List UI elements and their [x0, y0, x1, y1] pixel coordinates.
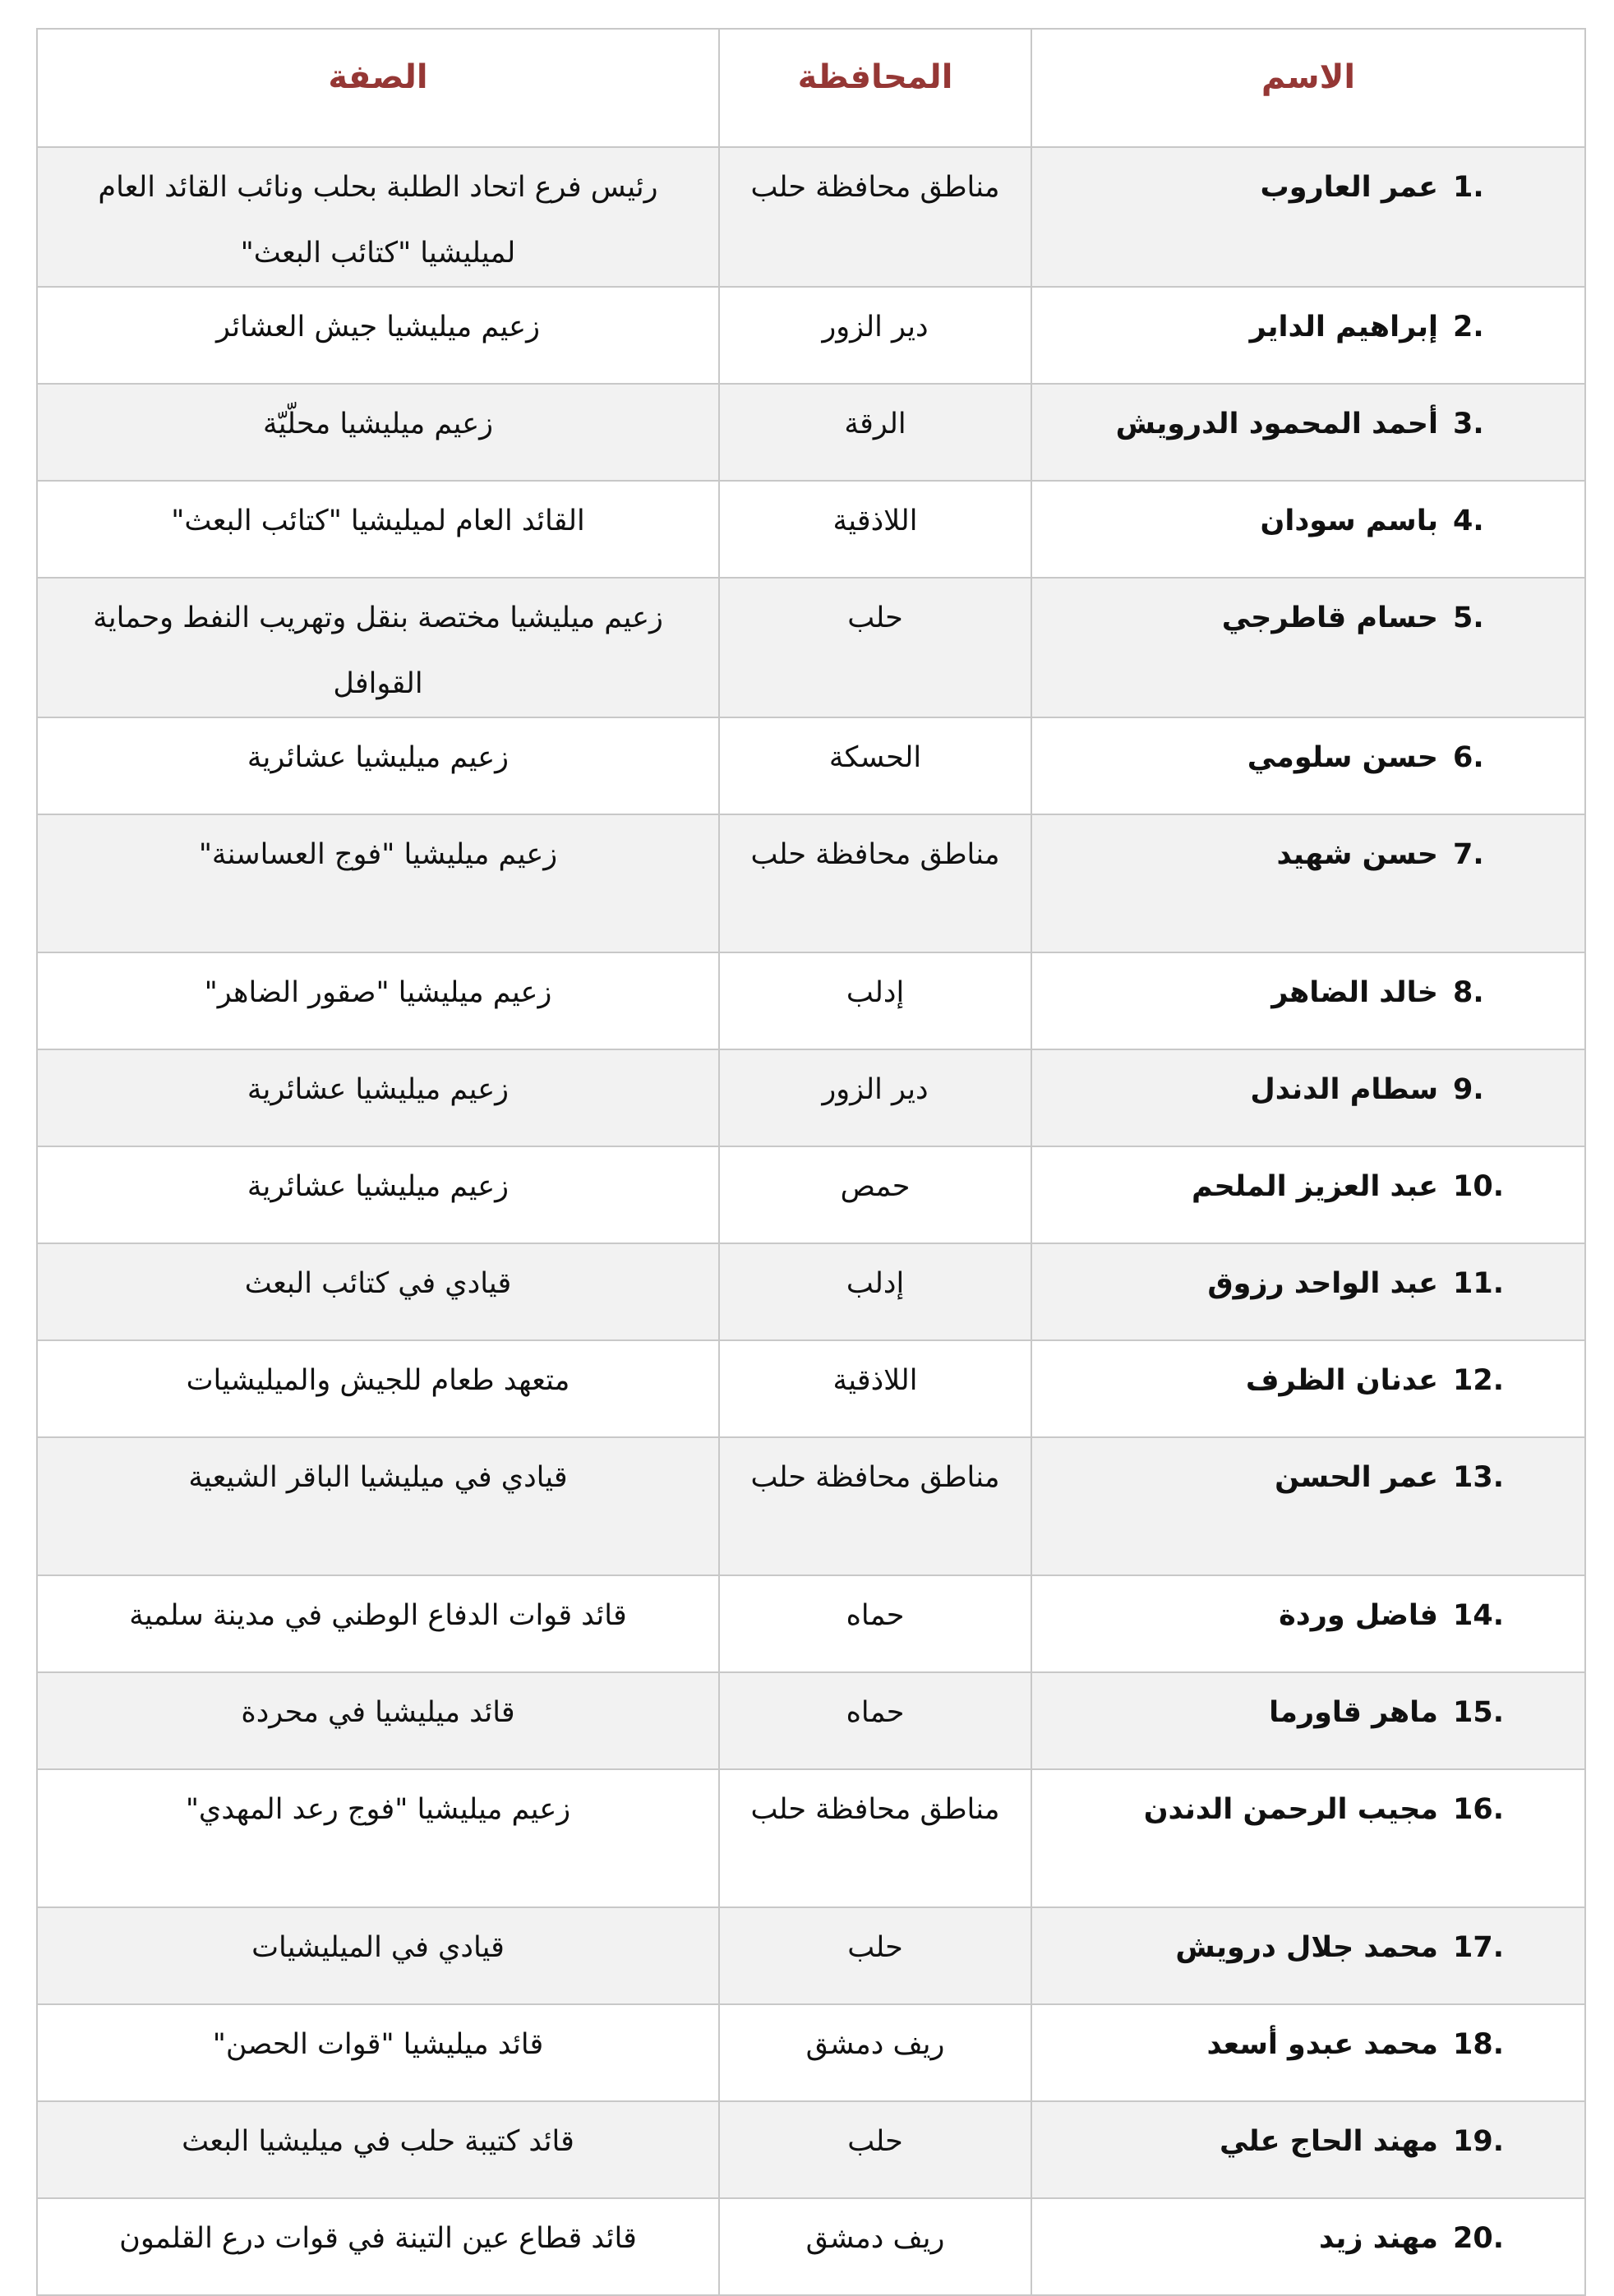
row-number: 16.	[1452, 1793, 1504, 1826]
person-name: عمر الحسن	[1275, 1461, 1438, 1494]
table-row	[37, 1049, 1585, 1146]
governorate-cell	[719, 287, 1031, 384]
name-cell	[1031, 2004, 1585, 2101]
role-text: زعيم ميليشيا مختصة بنقل وتهريب النفط وحماية القوافل	[93, 602, 663, 700]
name-cell	[1031, 814, 1585, 952]
table-row	[37, 1146, 1585, 1243]
row-number: 11.	[1452, 1267, 1504, 1300]
governorate-cell	[719, 717, 1031, 814]
role-cell	[37, 147, 719, 287]
name-cell	[1031, 1437, 1585, 1575]
governorate-cell	[719, 1340, 1031, 1437]
table-row	[37, 952, 1585, 1049]
row-number: 15.	[1452, 1696, 1504, 1729]
role-cell	[37, 2198, 719, 2295]
name-cell	[1031, 1907, 1585, 2004]
person-name: مهند زيد	[1319, 2222, 1438, 2255]
name-cell	[1031, 578, 1585, 717]
governorate-text: الحسكة	[828, 741, 922, 774]
person-name: مجيب الرحمن الدندن	[1143, 1793, 1438, 1826]
role-text: زعيم ميليشيا "صقور الضاهر"	[204, 976, 552, 1009]
governorate-cell	[719, 481, 1031, 578]
person-name: عدنان الظرف	[1245, 1364, 1438, 1397]
header-name: الاسم	[1031, 29, 1585, 147]
role-text: زعيم ميليشيا "فوج رعد المهدي"	[185, 1793, 571, 1826]
role-cell	[37, 1769, 719, 1907]
governorate-cell	[719, 2101, 1031, 2198]
row-number: 9.	[1453, 1073, 1484, 1106]
role-cell	[37, 2004, 719, 2101]
governorate-cell	[719, 1146, 1031, 1243]
role-text: زعيم ميليشيا عشائرية	[247, 1170, 510, 1203]
person-name: عمر العاروب	[1260, 171, 1438, 204]
row-number: 1.	[1453, 171, 1484, 204]
table-header-row	[37, 29, 1585, 147]
role-cell	[37, 578, 719, 717]
role-cell	[37, 952, 719, 1049]
name-cell	[1031, 147, 1585, 287]
person-name: حسن شهيد	[1276, 838, 1438, 871]
governorate-cell	[719, 952, 1031, 1049]
table-row	[37, 814, 1585, 952]
governorate-cell	[719, 1575, 1031, 1672]
person-name: حسام قاطرجي	[1221, 602, 1438, 634]
governorate-text: مناطق محافظة حلب	[750, 171, 1000, 204]
governorate-cell	[719, 814, 1031, 952]
role-cell	[37, 1049, 719, 1146]
name-cell	[1031, 717, 1585, 814]
name-cell	[1031, 287, 1585, 384]
role-text: قائد قوات الدفاع الوطني في مدينة سلمية	[129, 1599, 627, 1632]
role-cell	[37, 1340, 719, 1437]
person-name: إبراهيم الداير	[1249, 311, 1438, 343]
role-text: زعيم ميليشيا جيش العشائر	[216, 311, 540, 343]
governorate-cell	[719, 578, 1031, 717]
governorate-cell	[719, 1907, 1031, 2004]
governorate-text: حلب	[847, 602, 903, 634]
governorate-text: اللاذقية	[832, 505, 918, 537]
governorate-text: مناطق محافظة حلب	[750, 1793, 1000, 1826]
person-name: مهند الحاج علي	[1219, 2125, 1438, 2158]
governorate-text: مناطق محافظة حلب	[750, 838, 1000, 871]
role-text: قائد ميليشيا "قوات الحصن"	[212, 2028, 544, 2061]
governorate-cell	[719, 1769, 1031, 1907]
role-text: قيادي في الميليشيات	[251, 1931, 505, 1964]
role-cell	[37, 1672, 719, 1769]
row-number: 2.	[1453, 311, 1484, 343]
name-cell	[1031, 1575, 1585, 1672]
role-text: رئيس فرع اتحاد الطلبة بحلب ونائب القائد العام لميليشيا "كتائب البعث"	[98, 171, 658, 270]
row-number: 7.	[1453, 838, 1484, 871]
table-row	[37, 2004, 1585, 2101]
governorate-cell	[719, 2004, 1031, 2101]
governorate-text: حلب	[847, 2125, 903, 2158]
role-cell	[37, 1575, 719, 1672]
header-governorate: المحافظة	[719, 29, 1031, 147]
table-row	[37, 384, 1585, 481]
governorate-cell	[719, 1672, 1031, 1769]
name-cell	[1031, 1340, 1585, 1437]
table-row	[37, 1907, 1585, 2004]
person-name: أحمد المحمود الدرويش	[1115, 408, 1438, 440]
table-row	[37, 481, 1585, 578]
role-text: متعهد طعام للجيش والميليشيات	[186, 1364, 570, 1397]
governorate-cell	[719, 2198, 1031, 2295]
name-cell	[1031, 1769, 1585, 1907]
governorate-cell	[719, 147, 1031, 287]
role-text: قائد ميليشيا في محردة	[241, 1696, 515, 1729]
role-text: قائد قطاع عين التينة في قوات درع القلمون	[119, 2222, 637, 2255]
row-number: 8.	[1453, 976, 1484, 1009]
table-row	[37, 1340, 1585, 1437]
person-name: عبد الواحد رزوق	[1207, 1267, 1438, 1300]
governorate-text: إدلب	[846, 976, 905, 1009]
governorate-text: حماه	[846, 1696, 905, 1729]
person-name: فاضل وردة	[1279, 1599, 1438, 1632]
governorate-text: مناطق محافظة حلب	[750, 1461, 1000, 1494]
table-row	[37, 578, 1585, 717]
governorate-text: حماه	[846, 1599, 905, 1632]
governorate-text: اللاذقية	[832, 1364, 918, 1397]
table-row	[37, 147, 1585, 287]
role-cell	[37, 287, 719, 384]
person-name: حسن سلومي	[1247, 741, 1438, 774]
person-name: محمد جلال درويش	[1175, 1931, 1438, 1964]
name-cell	[1031, 1672, 1585, 1769]
role-text: زعيم ميليشيا عشائرية	[247, 741, 510, 774]
row-number: 18.	[1452, 2028, 1504, 2061]
name-cell	[1031, 1049, 1585, 1146]
row-number: 17.	[1452, 1931, 1504, 1964]
person-name: محمد عبدو أسعد	[1206, 2028, 1438, 2061]
row-number: 6.	[1453, 741, 1484, 774]
governorate-text: ريف دمشق	[805, 2222, 945, 2255]
role-cell	[37, 384, 719, 481]
name-cell	[1031, 481, 1585, 578]
governorate-text: دير الزور	[822, 311, 929, 343]
governorate-cell	[719, 384, 1031, 481]
name-cell	[1031, 2198, 1585, 2295]
name-cell	[1031, 952, 1585, 1049]
role-text: قيادي في كتائب البعث	[244, 1267, 512, 1300]
role-cell	[37, 481, 719, 578]
name-cell	[1031, 384, 1585, 481]
table-row	[37, 2101, 1585, 2198]
role-text: قيادي في ميليشيا الباقر الشيعية	[188, 1461, 568, 1494]
row-number: 14.	[1452, 1599, 1504, 1632]
role-text: قائد كتيبة حلب في ميليشيا البعث	[182, 2125, 574, 2158]
role-cell	[37, 814, 719, 952]
table-row	[37, 1672, 1585, 1769]
role-cell	[37, 2101, 719, 2198]
name-cell	[1031, 1146, 1585, 1243]
row-number: 10.	[1452, 1170, 1504, 1203]
governorate-text: ريف دمشق	[805, 2028, 945, 2061]
person-name: خالد الضاهر	[1271, 976, 1438, 1009]
militia-leaders-table	[36, 28, 1586, 2296]
role-text: زعيم ميليشيا "فوج العساسنة"	[198, 838, 558, 871]
table-row	[37, 717, 1585, 814]
person-name: سطام الدندل	[1250, 1073, 1438, 1106]
governorate-cell	[719, 1437, 1031, 1575]
table-row	[37, 1769, 1585, 1907]
governorate-text: حلب	[847, 1931, 903, 1964]
role-text: زعيم ميليشيا عشائرية	[247, 1073, 510, 1106]
name-cell	[1031, 1243, 1585, 1340]
person-name: عبد العزيز الملحم	[1192, 1170, 1438, 1203]
role-cell	[37, 1146, 719, 1243]
person-name: ماهر قاورما	[1269, 1696, 1438, 1729]
table-row	[37, 1243, 1585, 1340]
table-row	[37, 1575, 1585, 1672]
role-text: القائد العام لميليشيا "كتائب البعث"	[171, 505, 585, 537]
row-number: 12.	[1452, 1364, 1504, 1397]
governorate-text: الرقة	[844, 408, 906, 440]
role-cell	[37, 1243, 719, 1340]
header-role: الصفة	[37, 29, 719, 147]
row-number: 20.	[1452, 2222, 1504, 2255]
role-cell	[37, 1907, 719, 2004]
role-text: زعيم ميليشيا محلّيّة	[262, 408, 494, 440]
table-row	[37, 1437, 1585, 1575]
table-body	[37, 147, 1585, 2295]
governorate-text: إدلب	[846, 1267, 905, 1300]
row-number: 13.	[1452, 1461, 1504, 1494]
table-row	[37, 2198, 1585, 2295]
role-cell	[37, 717, 719, 814]
governorate-cell	[719, 1049, 1031, 1146]
name-cell	[1031, 2101, 1585, 2198]
row-number: 19.	[1452, 2125, 1504, 2158]
role-cell	[37, 1437, 719, 1575]
governorate-text: دير الزور	[822, 1073, 929, 1106]
governorate-cell	[719, 1243, 1031, 1340]
person-name: باسم سودان	[1260, 505, 1438, 537]
table-row	[37, 287, 1585, 384]
governorate-text: حمص	[840, 1170, 911, 1203]
row-number: 5.	[1453, 602, 1484, 634]
row-number: 3.	[1453, 408, 1484, 440]
row-number: 4.	[1453, 505, 1484, 537]
